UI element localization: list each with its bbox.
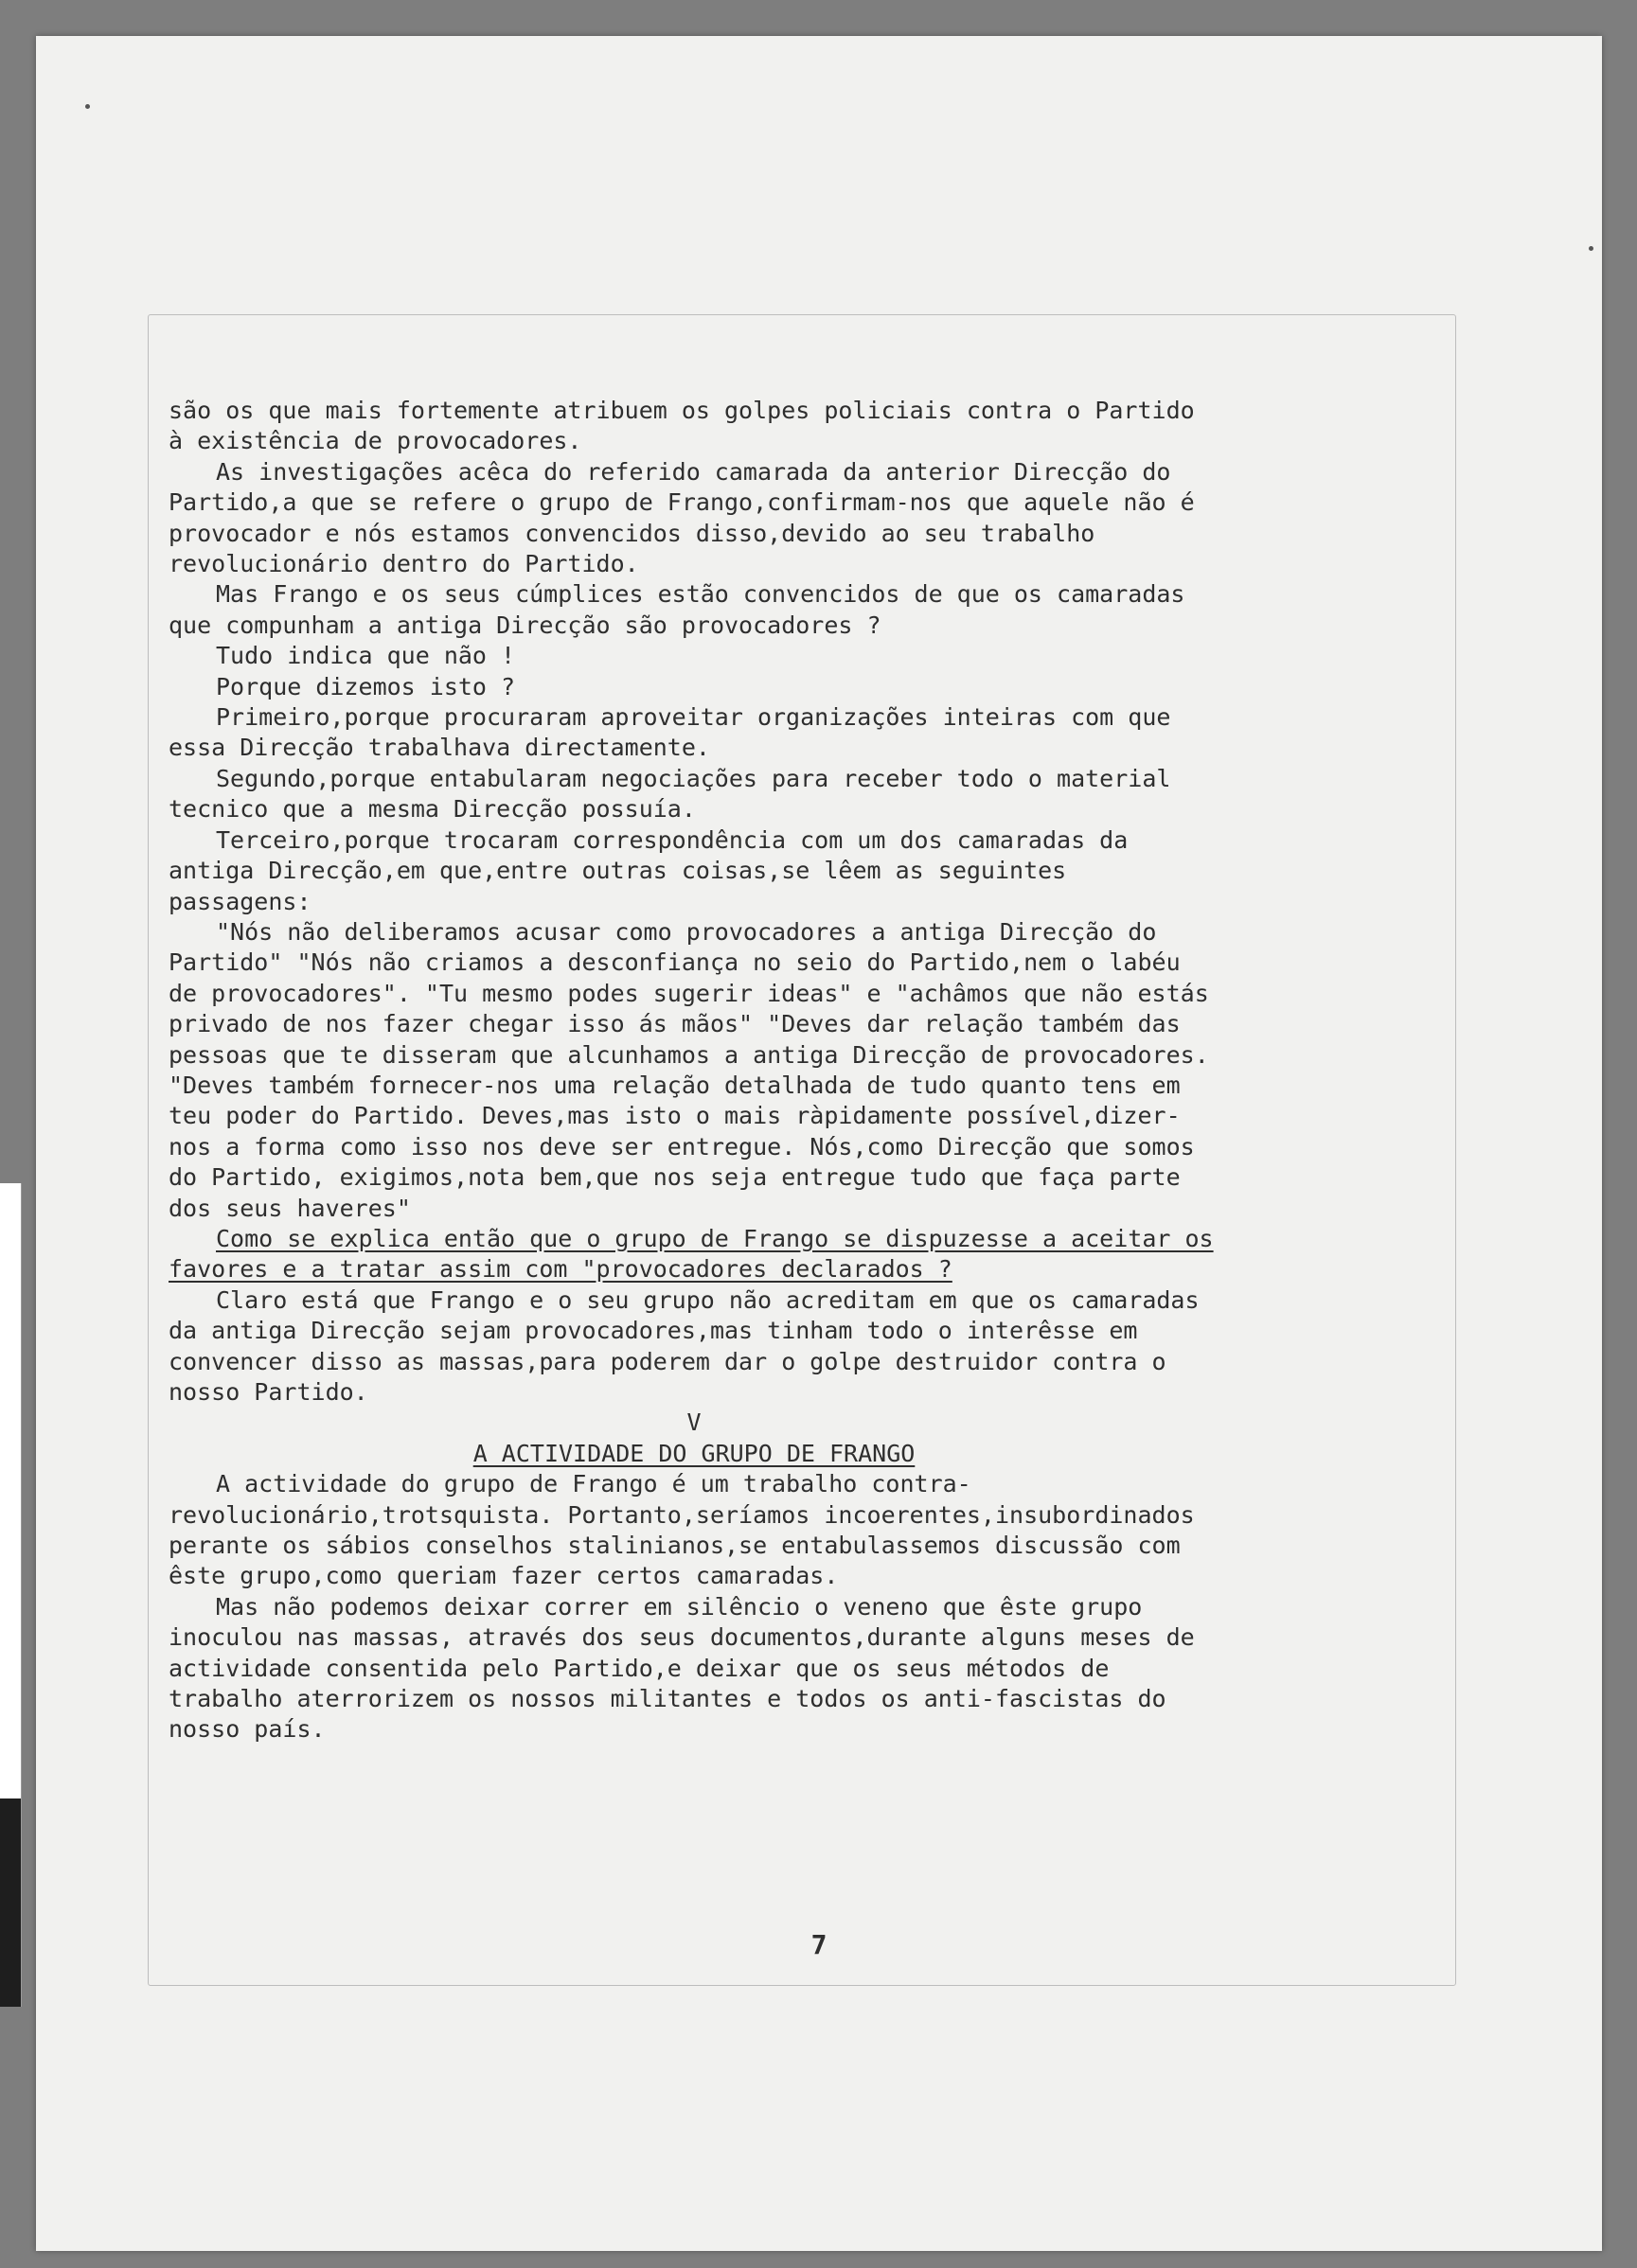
page-number: 7	[810, 1929, 827, 1960]
paper-speck	[85, 104, 90, 109]
section-title: A ACTIVIDADE DO GRUPO DE FRANGO	[472, 1439, 916, 1467]
paragraph: A actividade do grupo de Frango é um trabalho contra-revolucionário,trotsquista. Portanto,seríamos incoerentes,insubordinados perante os sábios conselhos stalinianos,se entabulassemos discussão com êste grupo,como queriam fazer certos camaradas.	[169, 1470, 1195, 1590]
paragraph: Porque dizemos isto ?	[216, 672, 516, 700]
paragraph: são os que mais fortemente atribuem os golpes policiais contra o Partido à existência de provocadores.	[169, 397, 1195, 455]
quoted-paragraph: "Nós não deliberamos acusar como provocadores a antiga Direcção do Partido" "Nós não criamos a desconfiança no seio do Partido,nem o labéu de provocadores". "Tu mesmo podes sugerir ideas" e "achâmos que não estás privado de nos fazer chegar isso ás mãos" "Deves dar relação também das pessoas que te disseram que alcunhamos a antiga Direcção de provocadores. "Deves também fornecer-nos uma relação detalhada de tudo quanto tens em teu poder do Partido. Deves,mas isto o mais ràpidamente possível,dizer-nos a forma como isso nos deve ser entregue. Nós,como Direcção que somos do Partido, exigimos,nota bem,que nos seja entregue tudo que faça parte dos seus haveres"	[169, 917, 1209, 1222]
paragraph: Tudo indica que não !	[216, 642, 516, 670]
section-number: V	[686, 1409, 702, 1437]
paragraph: Primeiro,porque procuraram aproveitar organizações inteiras com que essa Direcção trabalhava directamente.	[169, 703, 1171, 762]
paragraph: Mas não podemos deixar correr em silêncio o veneno que êste grupo inoculou nas massas, através dos seus documentos,durante alguns meses de actividade consentida pelo Partido,e deixar que os seus métodos de trabalho aterrorizem os nossos militantes e todos os anti-fascistas do nosso país.	[169, 1592, 1195, 1744]
paragraph: Terceiro,porque trocaram correspondência com um dos camaradas da antiga Direcção,em que,entre outras coisas,se lêem as seguintes passagens:	[169, 825, 1129, 915]
paragraph: Mas Frango e os seus cúmplices estão convencidos de que os camaradas que compunham a antiga Direcção são provocadores ?	[169, 580, 1185, 639]
paragraph: Claro está que Frango e o seu grupo não acreditam em que os camaradas da antiga Direcção sejam provocadores,mas tinham todo o interêsse em convencer disso as massas,para poderem dar o golpe destruidor contra o nosso Partido.	[169, 1285, 1200, 1406]
scan-ruler-dark-strip	[0, 1798, 21, 2007]
document-body	[169, 396, 1219, 1745]
paragraph: As investigações acêca do referido camarada da anterior Direcção do Partido,a que se refere o grupo de Frango,confirmam-nos que aquele não é provocador e nós estamos convencidos disso,devido ao seu trabalho revolucionário dentro do Partido.	[169, 457, 1195, 578]
paper-speck	[1589, 246, 1593, 251]
paragraph: Segundo,porque entabularam negociações para receber todo o material tecnico que a mesma Direcção possuía.	[169, 764, 1171, 824]
paper-sheet	[36, 36, 1602, 2251]
paragraph: Como se explica então que o grupo de Frango se dispuzesse a aceitar os favores e a tratar assim com "provocadores declarados ?	[169, 1224, 1214, 1284]
